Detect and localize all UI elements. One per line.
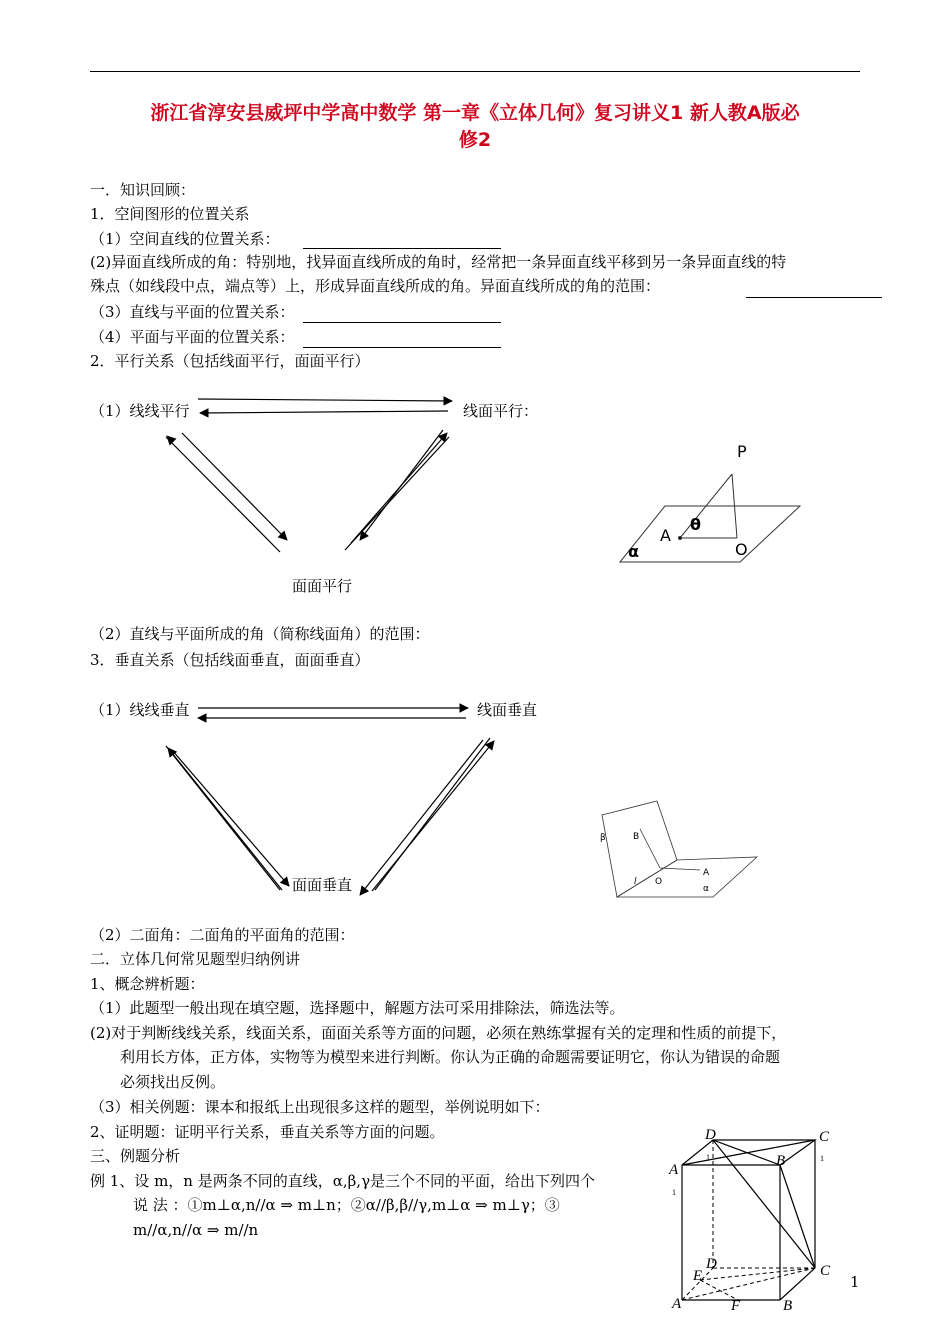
parallel-angle-range: （2）直线与平面所成的角（简称线面角）的范围： — [90, 625, 430, 643]
q2c: 必须找出反例。 — [120, 1073, 226, 1091]
parallel-line-line: （1）线线平行 — [90, 402, 190, 420]
cube-B1: B — [776, 1153, 786, 1169]
example1-line2: 说 法 ：①m⊥α,n//α ⇒ m⊥n；②α//β,β//γ,m⊥α ⇒ m⊥γ；③ — [133, 1196, 560, 1214]
cube-E: E — [693, 1268, 703, 1284]
p3: （3）直线与平面的位置关系： — [90, 303, 295, 321]
parallel-line-plane: 线面平行： — [463, 402, 539, 420]
fig1-P: P — [737, 442, 747, 461]
page-number: 1 — [850, 1273, 860, 1291]
fig-dihedral-angle — [602, 801, 757, 897]
page-title-line1: 浙江省淳安县威坪中学高中数学 第一章《立体几何》复习讲义1 新人教A版必 — [150, 102, 800, 124]
fig2-A: A — [703, 868, 710, 878]
p1: （1）空间直线的位置关系： — [90, 230, 280, 248]
perp-plane-plane: 面面垂直 — [292, 876, 353, 894]
p4: （4）平面与平面的位置关系： — [90, 328, 295, 346]
item3: 3．垂直关系（包括线面垂直，面面垂直） — [90, 651, 370, 669]
q1: （1）此题型一般出现在填空题，选择题中，解题方法可采用排除法，筛选法等。 — [90, 999, 625, 1017]
fig2-B: B — [633, 832, 640, 842]
fig-line-plane-angle — [620, 474, 800, 562]
parallel-plane-plane: 面面平行 — [292, 577, 353, 595]
example1-line3: m//α,n//α ⇒ m//n — [133, 1221, 259, 1239]
parallel-arrows — [166, 399, 452, 552]
page-title-line2: 修2 — [458, 129, 492, 151]
fig1-A: A — [660, 526, 671, 545]
q2a: (2)对于判断线线关系，线面关系，面面关系等方面的问题，必须在熟练掌握有关的定理和性质的前提下， — [90, 1024, 787, 1042]
p2b: 殊点（如线段中点，端点等）上，形成异面直线所成的角。异面直线所成的角的范围： — [90, 277, 661, 295]
item2: 2．平行关系（包括线面平行，面面平行） — [90, 352, 370, 370]
cube-D: D — [706, 1256, 717, 1272]
fig2-l: l — [634, 877, 637, 887]
cube-F: F — [731, 1298, 741, 1314]
fig1-theta: θ — [690, 515, 701, 534]
cube-C1: C — [819, 1129, 830, 1145]
section3-heading: 三、例题分析 — [90, 1147, 181, 1165]
p2a: (2)异面直线所成的角：特别地，找异面直线所成的角时，经常把一条异面直线平移到另一条异面直线的特 — [90, 253, 787, 271]
dihedral-angle-range: （2）二面角：二面角的平面角的范围： — [90, 926, 355, 944]
cube-sub-C1: 1 — [820, 1154, 824, 1163]
item1: 1．空间图形的位置关系 — [90, 205, 250, 223]
cube-A: A — [672, 1296, 682, 1312]
example1-line1: 例 1、设 m，n 是两条不同的直线，α,β,γ是三个不同的平面，给出下列四个 — [90, 1172, 596, 1190]
sub2: 2、证明题：证明平行关系，垂直关系等方面的问题。 — [90, 1123, 445, 1141]
cube-sub-D1: 1 — [706, 1153, 710, 1162]
cube-A1: A — [669, 1162, 679, 1178]
section1-heading: 一．知识回顾： — [90, 181, 196, 199]
sub1: 1、概念辨析题： — [90, 975, 205, 993]
perp-line-plane: 线面垂直 — [477, 701, 538, 719]
cube-sub-A1: 1 — [672, 1188, 676, 1197]
q3: （3）相关例题：课本和报纸上出现很多这样的题型，举例说明如下： — [90, 1098, 550, 1116]
q2b: 利用长方体，正方体，实物等为模型来进行判断。你认为正确的命题需要证明它，你认为错误的命题 — [120, 1048, 781, 1066]
fig2-beta: β — [600, 833, 606, 843]
cube-D1: D — [705, 1127, 716, 1143]
fig1-alpha: α — [628, 542, 639, 561]
fig2-O: O — [655, 877, 663, 887]
fig2-alpha: α — [703, 884, 709, 894]
cube-C: C — [820, 1263, 831, 1279]
perp-line-line: （1）线线垂直 — [90, 701, 190, 719]
section2-heading: 二．立体几何常见题型归纳例讲 — [90, 950, 301, 968]
cube-B: B — [783, 1298, 793, 1314]
fig1-O: O — [735, 540, 748, 559]
perp-arrows — [166, 708, 494, 895]
